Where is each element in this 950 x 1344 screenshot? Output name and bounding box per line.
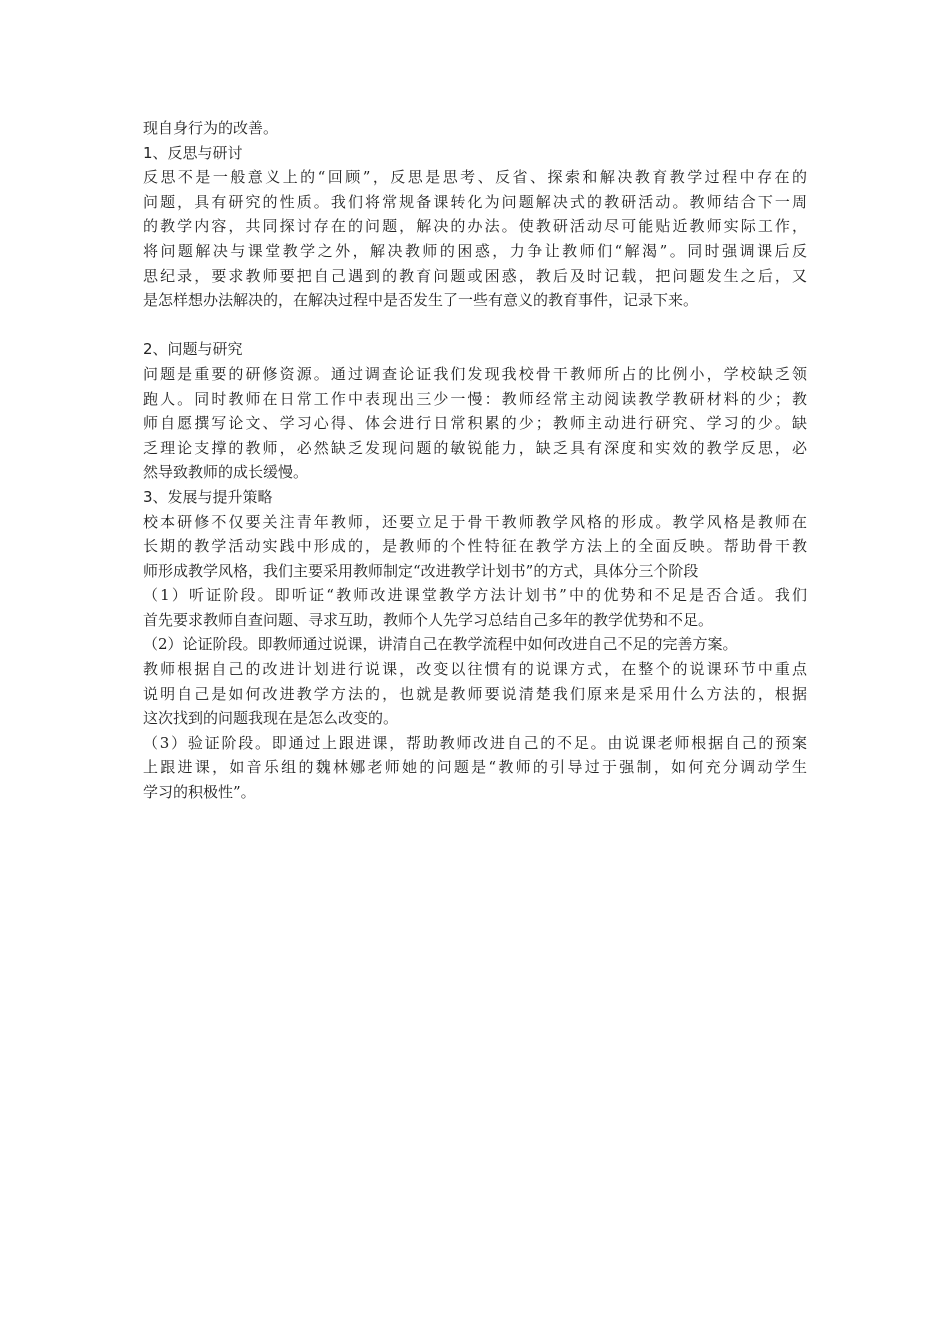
paragraph-line: 反思不是一般意义上的“回顾”，反思是思考、反省、探索和解决教育教学过程中存在的 xyxy=(143,168,807,187)
paragraph-line: 上跟进课，如音乐组的魏林娜老师她的问题是“教师的引导过于强制，如何充分调动学生 xyxy=(143,758,807,777)
paragraph-line: 乏理论支撑的教师，必然缺乏发现问题的敏锐能力，缺乏具有深度和实效的教学反思，必 xyxy=(143,438,807,457)
paragraph-line: 首先要求教师自查问题、寻求互助，教师个人先学习总结自己多年的教学优势和不足。 xyxy=(143,610,714,629)
paragraph-line: 问题是重要的研修资源。通过调查论证我们发现我校骨干教师所占的比例小，学校缺乏领 xyxy=(143,364,807,383)
paragraph-line: （2）论证阶段。即教师通过说课，讲清自己在教学流程中如何改进自己不足的完善方案。 xyxy=(143,635,738,654)
paragraph-line: 长期的教学活动实践中形成的，是教师的个性特征在教学方法上的全面反映。帮助骨干教 xyxy=(143,537,807,556)
paragraph-line: 教师根据自己的改进计划进行说课，改变以往惯有的说课方式，在整个的说课环节中重点 xyxy=(143,660,807,679)
paragraph-line: 学习的积极性”。 xyxy=(143,783,256,802)
section-heading-strategy: 3、发展与提升策略 xyxy=(143,487,273,506)
paragraph-line: 校本研修不仅要关注青年教师，还要立足于骨干教师教学风格的形成。教学风格是教师在 xyxy=(143,512,807,531)
paragraph-line: （3）验证阶段。即通过上跟进课，帮助教师改进自己的不足。由说课老师根据自己的预案 xyxy=(143,733,807,752)
paragraph-line: 师自愿撰写论文、学习心得、体会进行日常积累的少；教师主动进行研究、学习的少。缺 xyxy=(143,414,807,433)
document-page xyxy=(143,116,807,805)
paragraph-line: 然导致教师的成长缓慢。 xyxy=(143,463,309,482)
paragraph-line: 将问题解决与课堂教学之外，解决教师的困惑，力争让教师们“解渴”。同时强调课后反 xyxy=(143,241,807,260)
paragraph-line: 是怎样想办法解决的，在解决过程中是否发生了一些有意义的教育事件，记录下来。 xyxy=(143,291,699,310)
section-heading-problems: 2、问题与研究 xyxy=(143,340,243,359)
paragraph-line: 说明自己是如何改进教学方法的，也就是教师要说清楚我们原来是采用什么方法的，根据 xyxy=(143,684,807,703)
paragraph-line: 问题，具有研究的性质。我们将常规备课转化为问题解决式的教研活动。教师结合下一周 xyxy=(143,192,807,211)
paragraph-line: （1）听证阶段。即听证“教师改进课堂教学方法计划书”中的优势和不足是否合适。我们 xyxy=(143,586,807,605)
blank-line xyxy=(143,313,807,338)
paragraph-line: 思纪录，要求教师要把自己遇到的教育问题或困惑，教后及时记载，把问题发生之后，又 xyxy=(143,266,807,285)
paragraph-line: 现自身行为的改善。 xyxy=(143,119,279,137)
paragraph-line: 跑人。同时教师在日常工作中表现出三少一慢：教师经常主动阅读教学教研材料的少；教 xyxy=(143,389,807,408)
paragraph-line: 师形成教学风格，我们主要采用教师制定“改进教学计划书”的方式，具体分三个阶段 xyxy=(143,561,699,580)
paragraph-line: 的教学内容，共同探讨存在的问题，解决的办法。使教研活动尽可能贴近教师实际工作， xyxy=(143,217,807,236)
paragraph-line: 这次找到的问题我现在是怎么改变的。 xyxy=(143,709,399,728)
section-heading-reflection: 1、反思与研讨 xyxy=(143,143,243,162)
